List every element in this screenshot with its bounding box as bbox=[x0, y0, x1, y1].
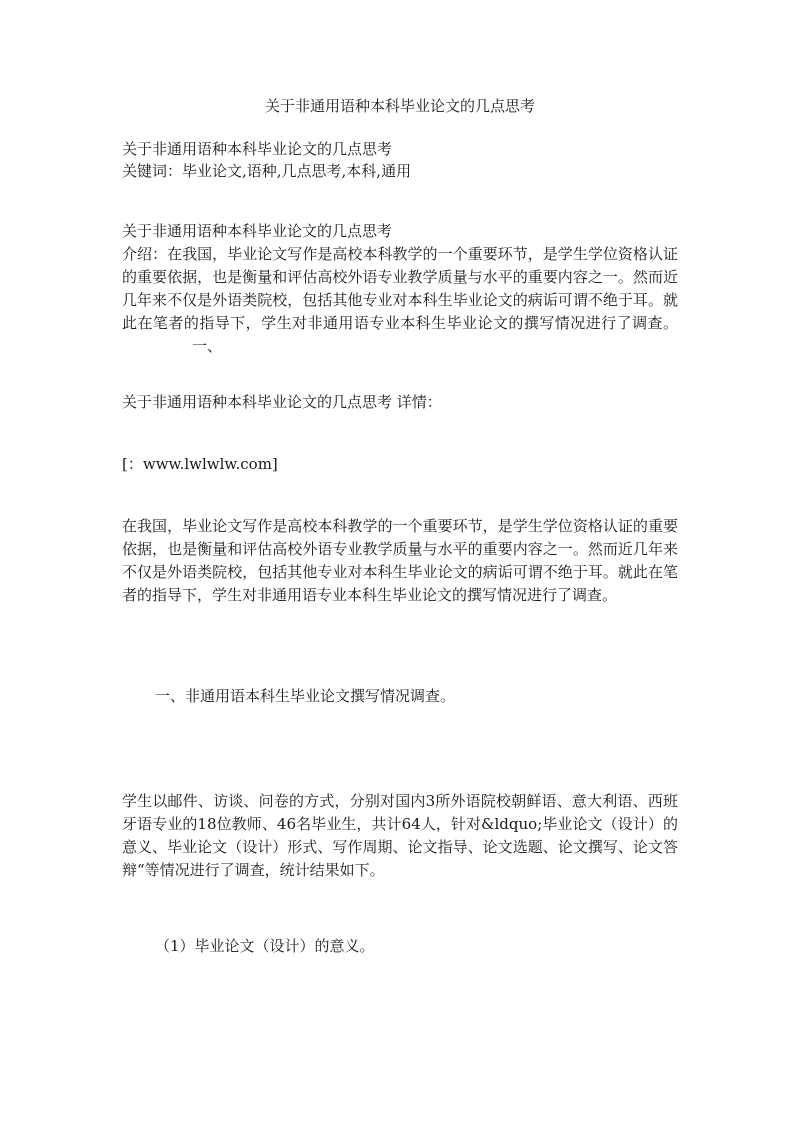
intro-paragraph bbox=[122, 243, 678, 358]
source-link[interactable]: [：www.lwlwlw.com] bbox=[122, 455, 278, 473]
keywords-line: 关键词：毕业论文,语种,几点思考,本科,通用 bbox=[122, 162, 412, 180]
section-1-heading: 一、非通用语本科生毕业论文撰写情况调查。 bbox=[155, 687, 456, 705]
intro-body: 介绍：在我国，毕业论文写作是高校本科教学的一个重要环节，是学生学位资格认证的重要依据，也是衡量和评估高校外语专业教学质量与水平的重要内容之一。然而近几年来不仅是外语类院校，包括其他专业对本科生毕业论文的病诟可谓不绝于耳。就此在笔者的指导下，学生对非通用语专业本科生毕业论文的撰写情况进行了调查。 bbox=[122, 245, 678, 332]
document-title: 关于非通用语种本科毕业论文的几点思考 bbox=[264, 97, 535, 115]
detail-heading: 关于非通用语种本科毕业论文的几点思考 详情： bbox=[122, 393, 442, 411]
document-subtitle: 关于非通用语种本科毕业论文的几点思考 bbox=[122, 140, 393, 158]
subsection-1-heading: （1）毕业论文（设计）的意义。 bbox=[155, 937, 375, 955]
intro-tail-marker: 一、 bbox=[192, 337, 223, 355]
intro-heading: 关于非通用语种本科毕业论文的几点思考 bbox=[122, 222, 393, 240]
body-paragraph-2: 学生以邮件、访谈、问卷的方式，分别对国内3所外语院校朝鲜语、意大利语、西班牙语专业的18位教师、46名毕业生，共计64人，针对&ldquo;毕业论文（设计）的意义、毕业论文（设计）形式、写作周期、论文指导、论文选题、论文撰写、论文答辩“等情况进行了调查，统计结果如下。 bbox=[122, 792, 678, 879]
body-paragraph-1: 在我国，毕业论文写作是高校本科教学的一个重要环节，是学生学位资格认证的重要依据，也是衡量和评估高校外语专业教学质量与水平的重要内容之一。然而近几年来不仅是外语类院校，包括其他专业对本科生毕业论文的病诟可谓不绝于耳。就此在笔者的指导下，学生对非通用语专业本科生毕业论文的撰写情况进行了调查。 bbox=[122, 517, 678, 604]
